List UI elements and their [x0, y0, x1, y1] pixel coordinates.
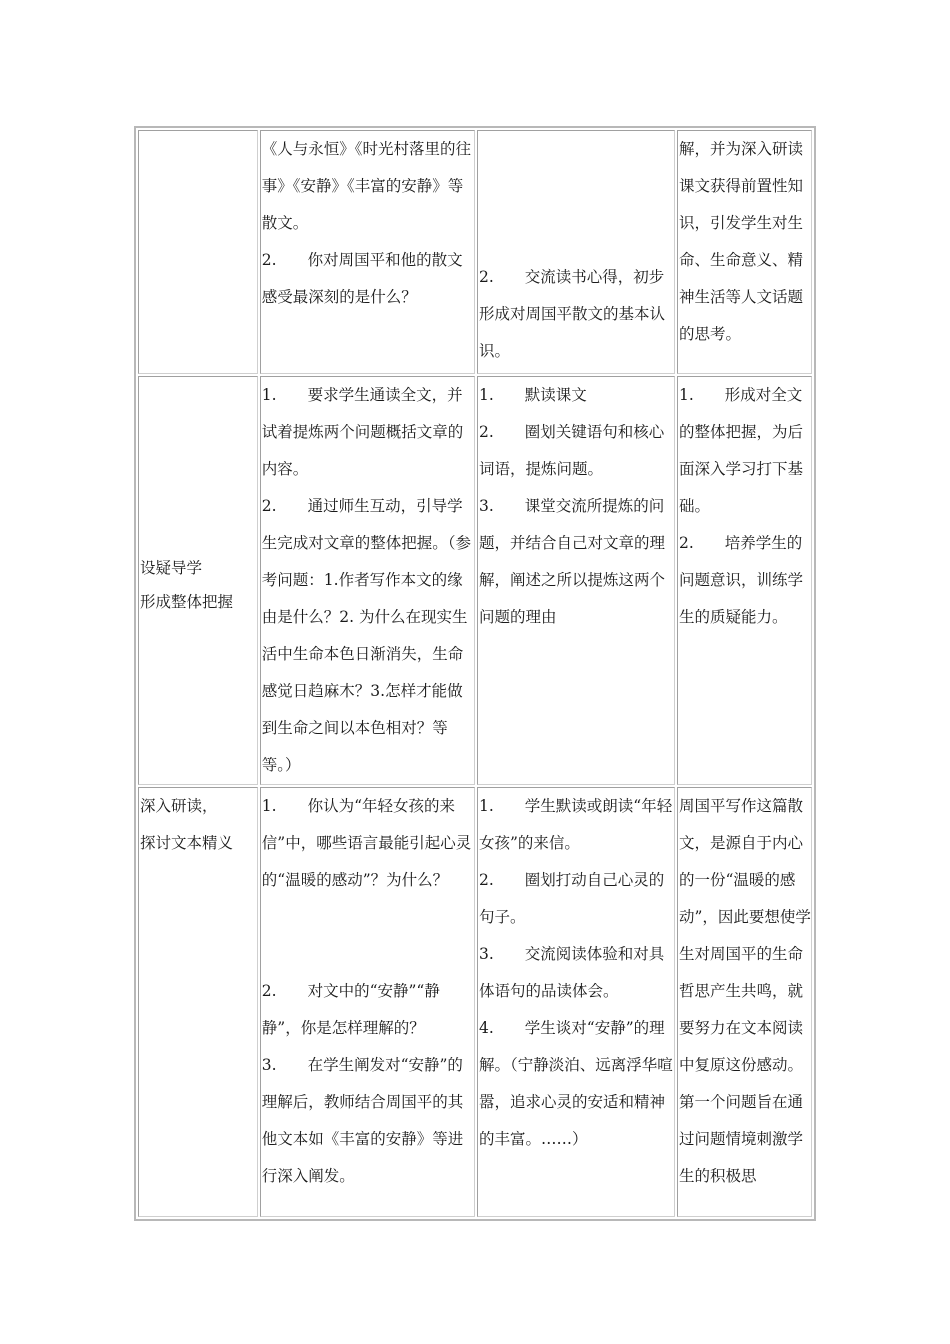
student-activity-text: 2. 圈划关键语句和核心词语，提炼问题。	[479, 423, 665, 478]
teacher-activity-text: 2. 通过师生互动，引导学生完成对文章的整体把握。（参考问题：1.作者写作本文的缘由是什么？2. 为什么在现实生活中生命本色日渐消失，生命感觉日趋麻木？3.怎样才能做到生命之间以本色相对？等等。）	[261, 497, 472, 774]
teacher-activity-text: 2. 你对周国平和他的散文感受最深刻的是什么？	[261, 251, 463, 306]
student-activity-text: 2. 交流读书心得，初步形成对周国平散文的基本认识。	[479, 268, 666, 360]
cell-spacer	[262, 899, 474, 973]
teacher-activity-cell	[260, 130, 475, 374]
cell-spacer	[140, 543, 257, 551]
student-activity-text: 3. 课堂交流所提炼的问题，并结合自己对文章的理解，阐述之所以提炼这两个问题的理由	[479, 497, 666, 626]
design-intent-text: 解，并为深入研读课文获得前置性知识，引发学生对生命、生命意义、精神生活等人文话题的思考。	[678, 140, 803, 343]
table-row	[138, 130, 812, 374]
cell-spacer	[479, 131, 674, 259]
student-activity-text: 2. 圈划打动自己心灵的句子。	[479, 871, 665, 926]
stage-label: 探讨文本精义	[140, 834, 234, 852]
student-activity-cell	[477, 130, 675, 374]
design-intent-cell	[677, 787, 812, 1217]
stage-label: 深入研读，	[140, 797, 218, 815]
teacher-activity-text: 2. 对文中的“安静”“静静”，你是怎样理解的？	[261, 982, 440, 1037]
teacher-activity-cell	[260, 787, 475, 1217]
design-intent-cell	[677, 130, 812, 374]
design-intent-text: 2. 培养学生的问题意识，训练学生的质疑能力。	[678, 534, 803, 626]
table-row	[138, 787, 812, 1217]
student-activity-text: 3. 交流阅读体验和对具体语句的品读体会。	[479, 945, 665, 1000]
stage-cell	[138, 376, 258, 785]
stage-label: 形成整体把握	[140, 592, 234, 611]
table-row	[138, 376, 812, 785]
teacher-activity-cell	[260, 376, 475, 785]
design-intent-cell	[677, 376, 812, 785]
teacher-activity-text: 1. 你认为“年轻女孩的来信”中，哪些语言最能引起心灵的“温暖的感动”？为什么？	[261, 797, 472, 889]
student-activity-text: 1. 默读课文	[479, 386, 587, 404]
stage-label: 设疑导学	[140, 558, 203, 577]
stage-cell	[138, 787, 258, 1217]
teacher-activity-text: 《人与永恒》《时光村落里的往事》《安静》《丰富的安静》等散文。	[261, 140, 472, 232]
student-activity-cell	[477, 376, 675, 785]
student-activity-text: 1. 学生默读或朗读“年轻女孩”的来信。	[479, 797, 673, 852]
stage-cell	[138, 130, 258, 374]
student-activity-text: 4. 学生谈对“安静”的理解。（宁静淡泊、远离浮华喧嚣，追求心灵的安适和精神的丰富。……）	[479, 1019, 673, 1148]
teacher-activity-text: 1. 要求学生通读全文，并试着提炼两个问题概括文章的内容。	[261, 386, 464, 478]
design-intent-text: 周国平写作这篇散文，是源自于内心的一份“温暖的感动”，因此要想使学生对周国平的生命哲思产生共鸣，就要努力在文本阅读中复原这份感动。第一个问题旨在通过问题情境刺激学生的积极思	[678, 797, 811, 1185]
teacher-activity-text: 3. 在学生阐发对“安静”的理解后，教师结合周国平的其他文本如《丰富的安静》等进行深入阐发。	[261, 1056, 464, 1185]
lesson-plan-table	[134, 126, 816, 1221]
design-intent-text: 1. 形成对全文的整体把握，为后面深入学习打下基础。	[678, 386, 803, 515]
student-activity-cell	[477, 787, 675, 1217]
